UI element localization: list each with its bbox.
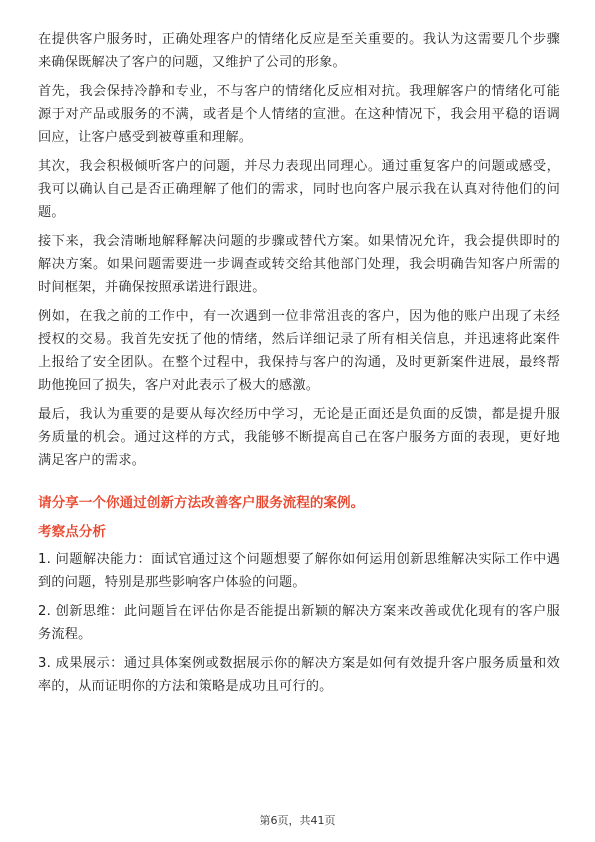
page-number-footer: 第6页，共41页: [259, 814, 336, 827]
interview-question: 请分享一个你通过创新方法改善客户服务流程的案例。: [38, 495, 365, 511]
analysis-item-2: 2. 创新思维：此问题旨在评估你是否能提出新颖的解决方案来改善或优化现有的客户服务流程。: [38, 604, 560, 642]
answer-paragraph-2: 首先，我会保持冷静和专业，不与客户的情绪化反应相对抗。我理解客户的情绪化可能源于对产品或服务的不满，或者是个人情绪的宣泄。在这种情况下，我会用平稳的语调回应，让客户感受到被尊重和理解。: [38, 84, 560, 145]
analysis-title: 考察点分析: [38, 524, 106, 540]
analysis-item-3: 3. 成果展示：通过具体案例或数据展示你的解决方案是如何有效提升客户服务质量和效率的，从而证明你的方法和策略是成功且可行的。: [38, 656, 560, 694]
answer-paragraph-5: 例如，在我之前的工作中，有一次遇到一位非常沮丧的客户，因为他的账户出现了未经授权的交易。我首先安抚了他的情绪，然后详细记录了所有相关信息，并迅速将此案件上报给了安全团队。在整个过程中，我保持与客户的沟通，及时更新案件进展，最终帮助他挽回了损失，客户对此表示了极大的感激。: [38, 309, 560, 393]
answer-paragraph-3: 其次，我会积极倾听客户的问题，并尽力表现出同理心。通过重复客户的问题或感受，我可以确认自己是否正确理解了他们的需求，同时也向客户展示我在认真对待他们的问题。: [38, 159, 560, 220]
answer-paragraph-6: 最后，我认为重要的是要从每次经历中学习，无论是正面还是负面的反馈，都是提升服务质量的机会。通过这样的方式，我能够不断提高自己在客户服务方面的表现，更好地满足客户的需求。: [38, 407, 560, 468]
page-content: [38, 28, 560, 704]
analysis-item-1: 1. 问题解决能力：面试官通过这个问题想要了解你如何运用创新思维解决实际工作中遇到的问题，特别是那些影响客户体验的问题。: [38, 552, 560, 590]
answer-paragraph-1: 在提供客户服务时，正确处理客户的情绪化反应是至关重要的。我认为这需要几个步骤来确保既解决了客户的问题，又维护了公司的形象。: [38, 32, 560, 70]
answer-paragraph-4: 接下来，我会清晰地解释解决问题的步骤或替代方案。如果情况允许，我会提供即时的解决方案。如果问题需要进一步调查或转交给其他部门处理，我会明确告知客户所需的时间框架，并确保按照承诺进行跟进。: [38, 234, 560, 295]
